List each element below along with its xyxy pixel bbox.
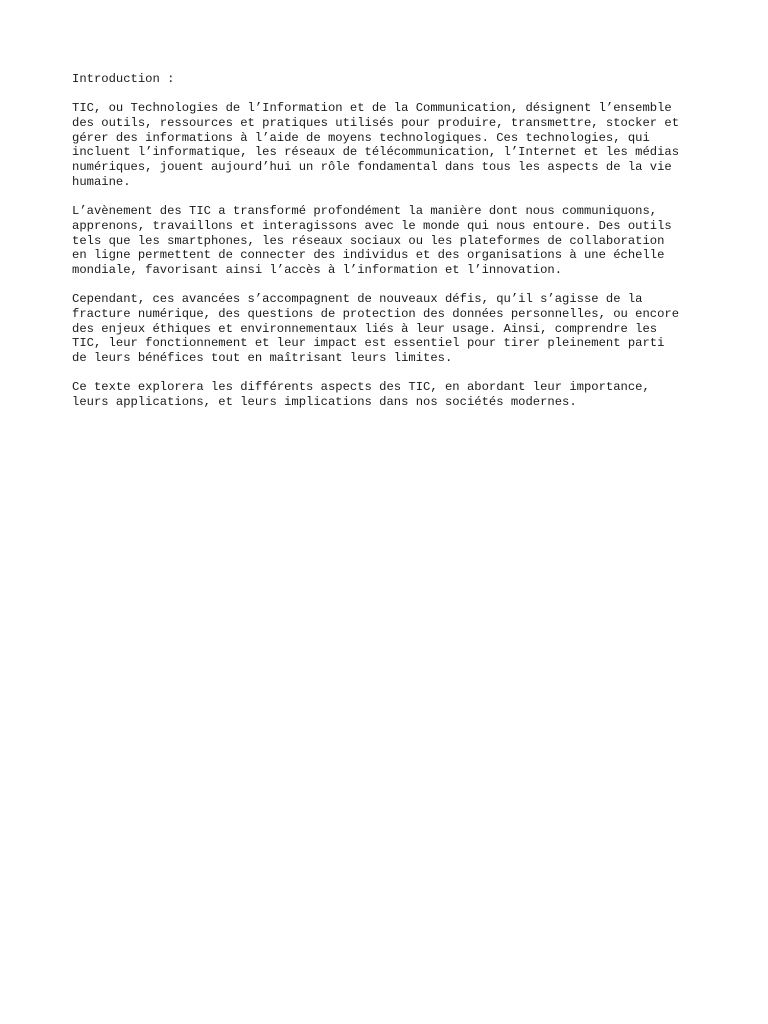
paragraph-line: fracture numérique, des questions de protection des données personnelles, ou encore	[72, 307, 680, 321]
paragraph-line: des outils, ressources et pratiques utilisés pour produire, transmettre, stocker et	[72, 116, 680, 131]
paragraph-line: mondiale, favorisant ainsi l’accès à l’information et l’innovation.	[72, 262, 563, 277]
paragraph-line: incluent l’informatique, les réseaux de télécommunication, l’Internet et les médias	[72, 145, 680, 160]
paragraph-line: apprenons, travaillons et interagissons avec le monde qui nous entoure. Des outils	[72, 218, 672, 233]
paragraph-line: en ligne permettent de connecter des individus et des organisations à une échelle	[72, 248, 665, 263]
paragraph-line: TIC, leur fonctionnement et leur impact est essentiel pour tirer pleinement parti	[72, 336, 665, 351]
paragraph-line: tels que les smartphones, les réseaux sociaux ou les plateformes de collaboration	[72, 233, 665, 248]
paragraph-3	[72, 292, 712, 365]
paragraph-line: L’avènement des TIC a transformé profondément la manière dont nous communiquons,	[72, 204, 658, 219]
paragraph-line: humaine.	[72, 174, 131, 189]
document-page	[72, 72, 712, 425]
paragraph-line: Cependant, ces avancées s’accompagnent de nouveaux défis, qu’il s’agisse de la	[72, 292, 643, 307]
paragraph-line: Ce texte explorera les différents aspects des TIC, en abordant leur importance,	[72, 380, 650, 395]
paragraph-line: de leurs bénéfices tout en maîtrisant leurs limites.	[72, 351, 453, 366]
paragraph-1	[72, 101, 712, 189]
paragraph-2	[72, 204, 712, 277]
paragraph-line: gérer des informations à l’aide de moyens technologiques. Ces technologies, qui	[72, 130, 650, 145]
paragraph-line: leurs applications, et leurs implications dans nos sociétés modernes.	[72, 395, 577, 410]
paragraph-line: TIC, ou Technologies de l’Information et de la Communication, désignent l’ensemble	[72, 101, 672, 116]
document-heading: Introduction :	[72, 72, 175, 86]
paragraph-line: numériques, jouent aujourd’hui un rôle fondamental dans tous les aspects de la vie	[72, 160, 672, 175]
paragraph-4	[72, 380, 712, 409]
paragraph-line: des enjeux éthiques et environnementaux liés à leur usage. Ainsi, comprendre les	[72, 321, 658, 336]
